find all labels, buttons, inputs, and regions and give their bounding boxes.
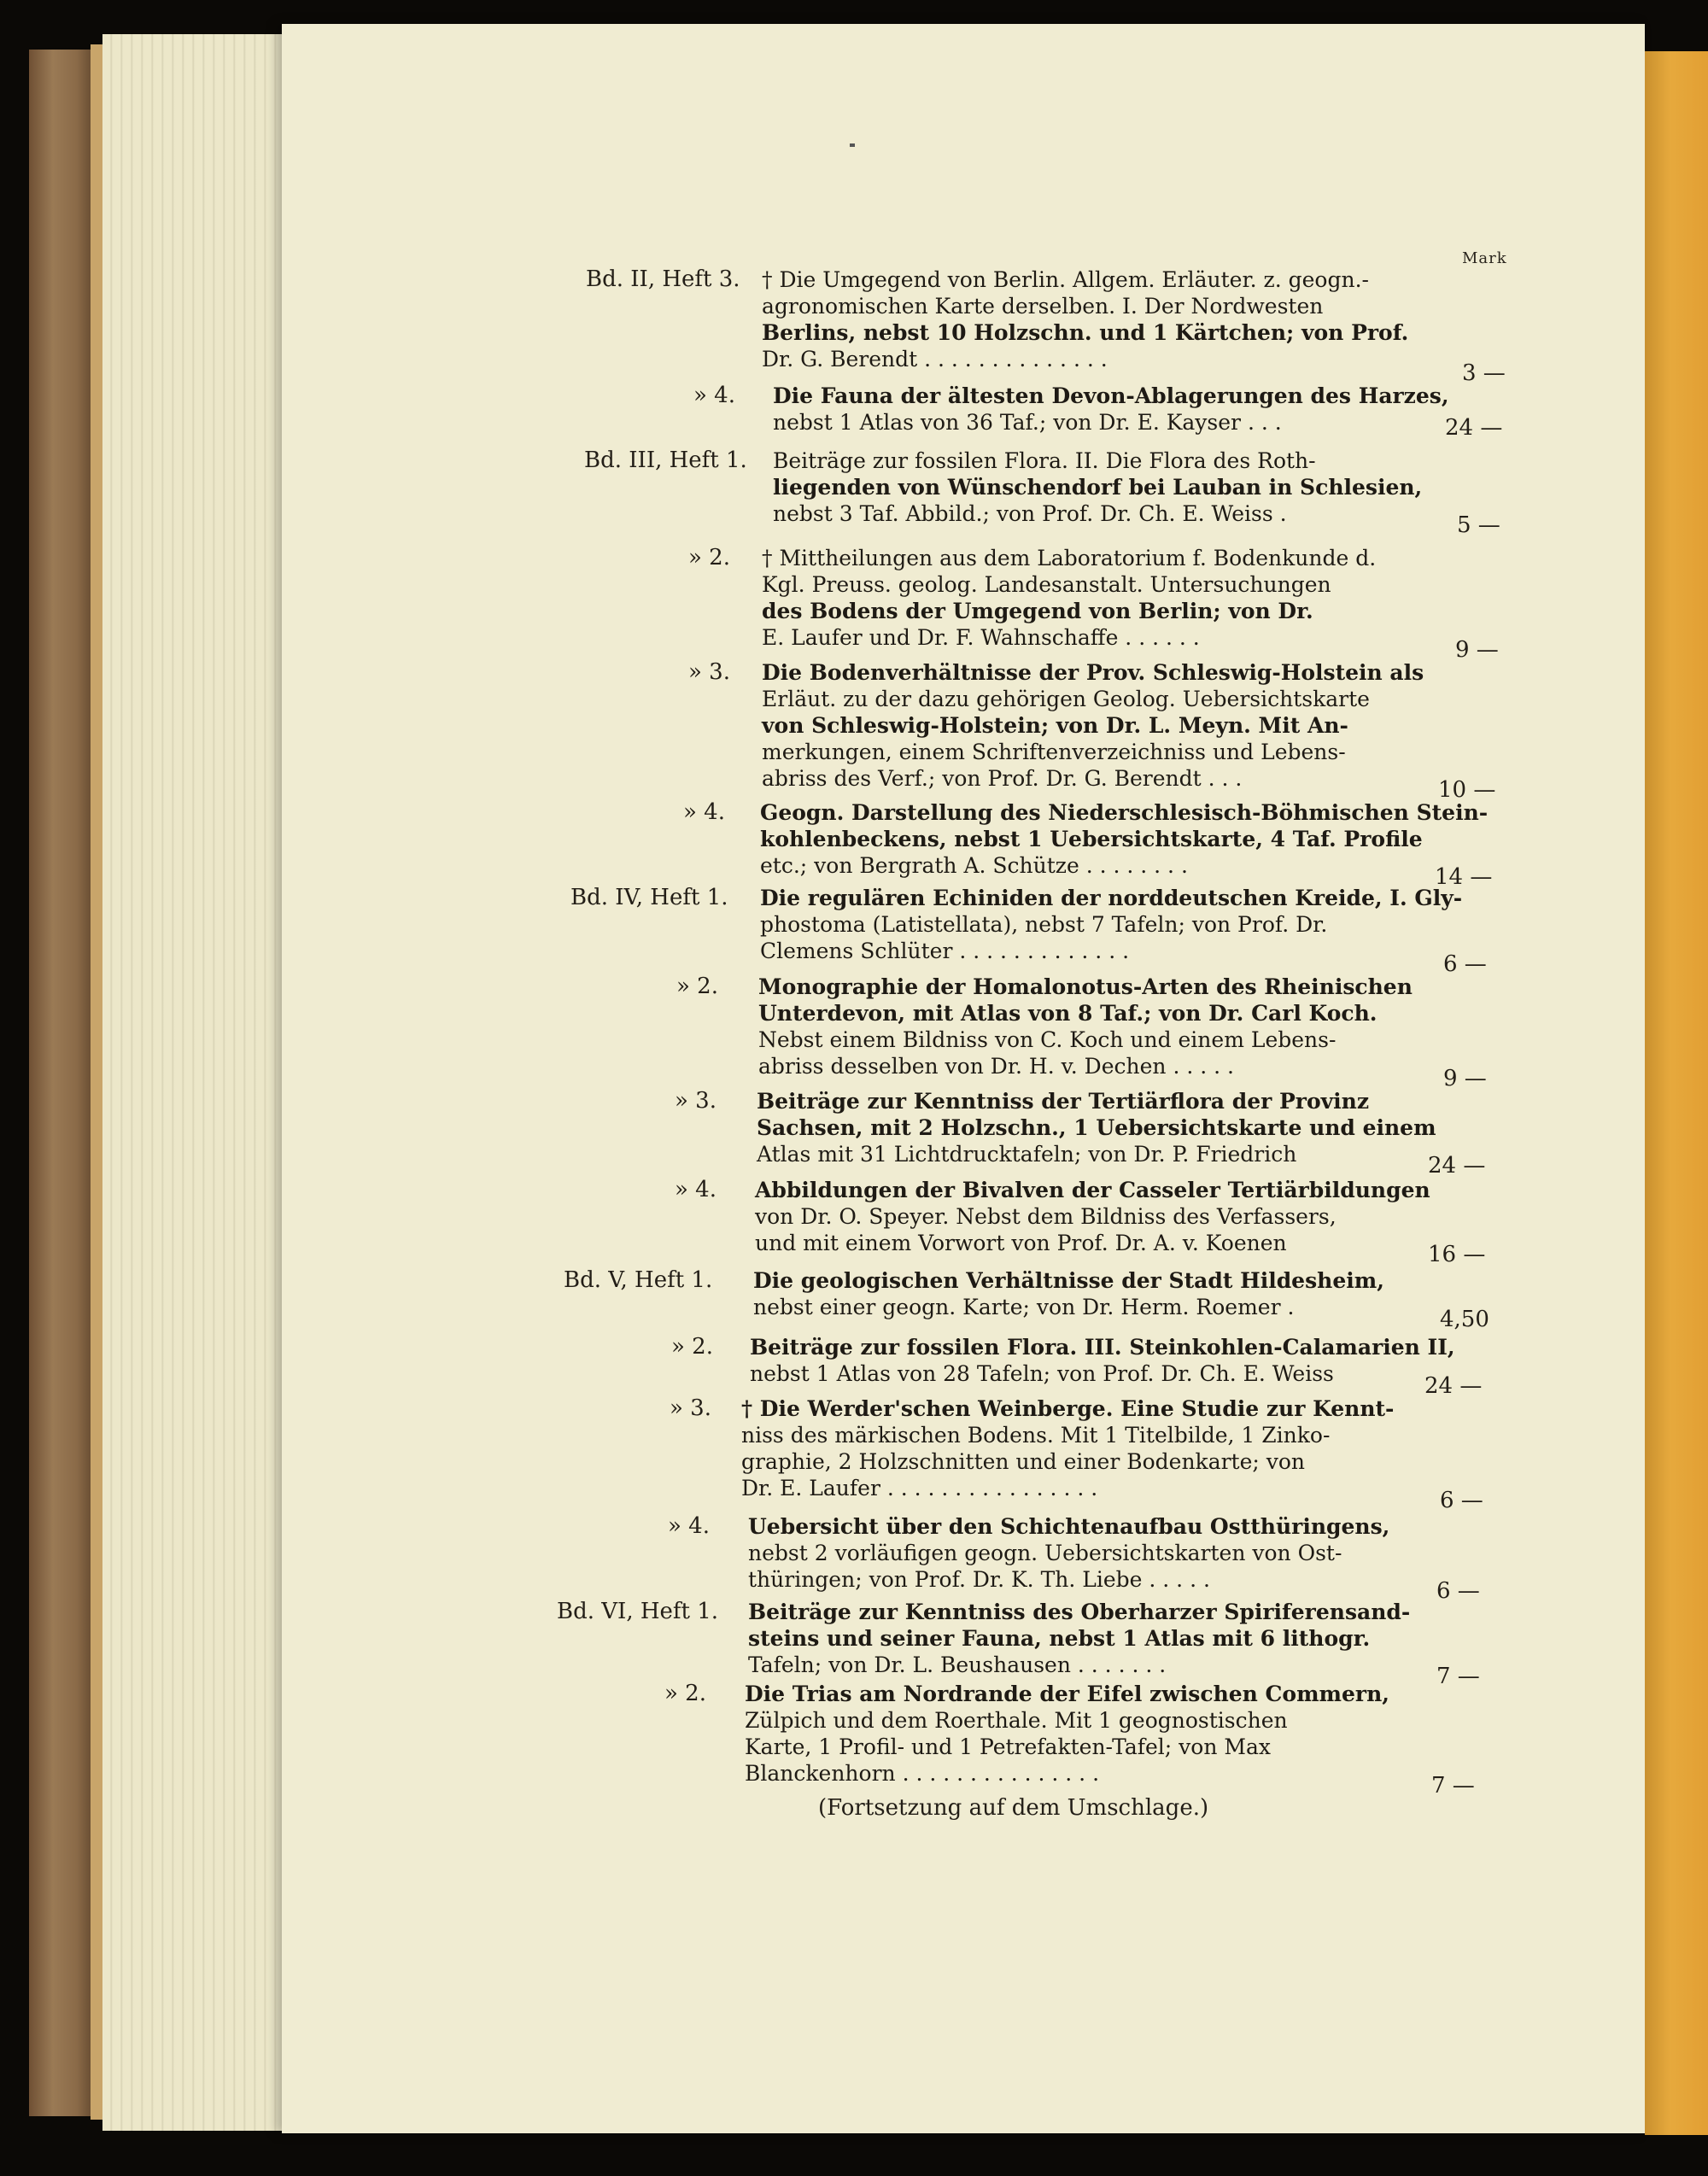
entry-description-line: Die Fauna der ältesten Devon-Ablagerungen des Harzes,	[773, 383, 1449, 408]
entry-label: » 4.	[675, 1177, 717, 1202]
entry-price: 5 —	[1457, 512, 1500, 538]
entry-description-line: und mit einem Vorwort von Prof. Dr. A. v. Koenen	[755, 1231, 1287, 1255]
entry-description-line: Erläut. zu der dazu gehörigen Geolog. Uebersichtskarte	[762, 687, 1370, 711]
entry-label: Bd. IV, Heft 1.	[570, 885, 728, 910]
entry-label: » 3.	[675, 1088, 717, 1114]
continuation-note: (Fortsetzung auf dem Umschlage.)	[818, 1795, 1209, 1821]
entry-description-line: Clemens Schlüter . . . . . . . . . . . . .	[760, 939, 1130, 963]
entry-description	[750, 1334, 1455, 1387]
entry-description-line: Monographie der Homalonotus-Arten des Rheinischen	[758, 974, 1413, 999]
entry-description-line: Die Bodenverhältnisse der Prov. Schleswig-Holstein als	[762, 660, 1424, 685]
entry-description-line: abriss des Verf.; von Prof. Dr. G. Berendt . . .	[762, 766, 1243, 791]
entry-price: 7 —	[1436, 1664, 1480, 1689]
entry-description	[741, 1395, 1406, 1501]
entry-label: Bd. V, Heft 1.	[564, 1267, 713, 1293]
entry-description-line: liegenden von Wünschendorf bei Lauban in Schlesien,	[773, 475, 1423, 500]
entry-description-line: agronomischen Karte derselben. I. Der Nordwesten	[762, 294, 1324, 319]
entry-label: » 4.	[668, 1513, 710, 1539]
entry-price: 6 —	[1443, 951, 1487, 977]
entry-description	[760, 885, 1463, 964]
entry-description-line: Kgl. Preuss. geolog. Landesanstalt. Untersuchungen	[762, 572, 1331, 597]
entry-label: » 2.	[671, 1334, 713, 1360]
entry-description-line: Dr. E. Laufer . . . . . . . . . . . . . . . .	[741, 1476, 1098, 1500]
entry-price: 7 —	[1431, 1773, 1475, 1799]
entry-description-line: † Die Werder'schen Weinberge. Eine Studie zur Kennt-	[741, 1396, 1395, 1421]
entry-description-line: graphie, 2 Holzschnitten und einer Bodenkarte; von	[741, 1449, 1306, 1474]
entry-label: » 2.	[664, 1681, 706, 1706]
entry-description-line: nebst 1 Atlas von 28 Tafeln; von Prof. Dr. Ch. E. Weiss	[750, 1361, 1334, 1386]
entry-description-line: nebst einer geogn. Karte; von Dr. Herm. Roemer .	[753, 1295, 1295, 1319]
entry-label: » 4.	[683, 799, 725, 825]
entry-description-line: Zülpich und dem Roerthale. Mit 1 geognostischen	[745, 1708, 1288, 1733]
entry-label: Bd. II, Heft 3.	[586, 266, 740, 292]
page-mark	[850, 143, 855, 147]
entry-description-line: von Schleswig-Holstein; von Dr. L. Meyn. Mit An-	[762, 713, 1348, 738]
entry-description-line: Blanckenhorn . . . . . . . . . . . . . . .	[745, 1761, 1100, 1786]
entry-price: 6 —	[1436, 1578, 1480, 1604]
entry-description-line: Die Trias am Nordrande der Eifel zwischen Commern,	[745, 1682, 1389, 1706]
entry-price: 10 —	[1438, 777, 1496, 803]
entry-description-line: kohlenbeckens, nebst 1 Uebersichtskarte, 4 Taf. Profile	[760, 827, 1423, 851]
entry-description	[773, 447, 1423, 527]
entry-description-line: Die regulären Echiniden der norddeutschen Kreide, I. Gly-	[760, 886, 1463, 910]
entry-description	[748, 1513, 1402, 1593]
entry-label: Bd. III, Heft 1.	[584, 447, 747, 473]
entry-description-line: nebst 3 Taf. Abbild.; von Prof. Dr. Ch. E. Weiss .	[773, 501, 1287, 526]
entry-price: 24 —	[1424, 1373, 1483, 1399]
entry-label: Bd. VI, Heft 1.	[557, 1599, 719, 1624]
entry-description-line: steins und seiner Fauna, nebst 1 Atlas mit 6 lithogr.	[748, 1626, 1371, 1651]
entry-description	[745, 1681, 1397, 1787]
entry-description-line: Dr. G. Berendt . . . . . . . . . . . . . .	[762, 347, 1108, 371]
entry-description	[757, 1088, 1436, 1167]
entry-description-line: Geogn. Darstellung des Niederschlesisch-Böhmischen Stein-	[760, 800, 1489, 825]
entry-price: 9 —	[1455, 637, 1499, 663]
entry-price: 4,50	[1440, 1307, 1489, 1332]
entry-price: 3 —	[1462, 360, 1506, 386]
entry-description-line: des Bodens der Umgegend von Berlin; von Dr.	[762, 599, 1313, 623]
entry-description-line: Nebst einem Bildniss von C. Koch und einem Lebens-	[758, 1027, 1337, 1052]
right-cover	[1645, 51, 1708, 2135]
entry-description-line: Sachsen, mit 2 Holzschn., 1 Uebersichtskarte und einem	[757, 1115, 1436, 1140]
entry-description-line: Uebersicht über den Schichtenaufbau Ostthüringens,	[748, 1514, 1390, 1539]
entry-description-line: etc.; von Bergrath A. Schütze . . . . . . . .	[760, 853, 1188, 878]
entry-description-line: Berlins, nebst 10 Holzschn. und 1 Kärtchen; von Prof.	[762, 320, 1409, 345]
price-column-header: Mark	[1462, 249, 1507, 267]
entry-label: » 2.	[688, 545, 730, 570]
entry-description	[773, 383, 1449, 436]
entry-description	[762, 266, 1428, 372]
entry-description-line: merkungen, einem Schriftenverzeichniss und Lebens-	[762, 740, 1346, 764]
entry-description-line: † Die Umgegend von Berlin. Allgem. Erläuter. z. geogn.-	[762, 267, 1369, 292]
entry-description	[758, 974, 1411, 1079]
entry-description	[755, 1177, 1430, 1256]
entry-description-line: Karte, 1 Profil- und 1 Petrefakten-Tafel; von Max	[745, 1734, 1271, 1759]
entry-label: » 4.	[693, 383, 735, 408]
entry-price: 24 —	[1428, 1153, 1486, 1179]
entry-description	[753, 1267, 1404, 1320]
entry-label: » 3.	[670, 1395, 711, 1421]
entry-description-line: Tafeln; von Dr. L. Beushausen . . . . . . .	[748, 1652, 1167, 1677]
entry-price: 16 —	[1428, 1242, 1486, 1267]
entry-description-line: phostoma (Latistellata), nebst 7 Tafeln; von Prof. Dr.	[760, 912, 1328, 937]
entry-description-line: abriss desselben von Dr. H. v. Dechen . . . . .	[758, 1054, 1234, 1079]
page-stack	[102, 34, 299, 2131]
entry-description-line: E. Laufer und Dr. F. Wahnschaffe . . . . . .	[762, 625, 1200, 650]
entry-description-line: Atlas mit 31 Lichtdrucktafeln; von Dr. P. Friedrich	[757, 1142, 1297, 1167]
entry-price: 6 —	[1440, 1488, 1483, 1513]
entry-description-line: Unterdevon, mit Atlas von 8 Taf.; von Dr. Carl Koch.	[758, 1001, 1378, 1026]
entry-price: 14 —	[1435, 864, 1493, 890]
entry-description	[762, 545, 1414, 651]
entry-description	[762, 659, 1424, 792]
entry-description-line: Abbildungen der Bivalven der Casseler Tertiärbildungen	[755, 1178, 1430, 1202]
entry-description-line: thüringen; von Prof. Dr. K. Th. Liebe . . . . .	[748, 1567, 1210, 1592]
entry-description	[748, 1599, 1411, 1678]
entry-price: 9 —	[1443, 1066, 1487, 1091]
entry-description-line: von Dr. O. Speyer. Nebst dem Bildniss des Verfassers,	[755, 1204, 1337, 1229]
book-spine	[29, 50, 97, 2116]
entry-description-line: niss des märkischen Bodens. Mit 1 Titelbilde, 1 Zinko-	[741, 1423, 1331, 1448]
entry-description-line: Beiträge zur fossilen Flora. III. Steinkohlen-Calamarien II,	[750, 1335, 1455, 1360]
entry-description-line: Die geologischen Verhältnisse der Stadt Hildesheim,	[753, 1268, 1384, 1293]
entry-description-line: † Mittheilungen aus dem Laboratorium f. Bodenkunde d.	[762, 546, 1377, 570]
entry-label: » 2.	[676, 974, 718, 999]
entry-description-line: Beiträge zur Kenntniss der Tertiärflora der Provinz	[757, 1089, 1370, 1114]
entry-description-line: nebst 2 vorläufigen geogn. Uebersichtskarten von Ost-	[748, 1541, 1342, 1565]
entry-price: 24 —	[1445, 415, 1503, 441]
entry-description-line: Beiträge zur fossilen Flora. II. Die Flora des Roth-	[773, 448, 1316, 473]
entry-description-line: Beiträge zur Kenntniss des Oberharzer Spiriferensand-	[748, 1600, 1411, 1624]
entry-description-line: nebst 1 Atlas von 36 Taf.; von Dr. E. Kayser . . .	[773, 410, 1282, 435]
entry-label: » 3.	[688, 659, 730, 685]
